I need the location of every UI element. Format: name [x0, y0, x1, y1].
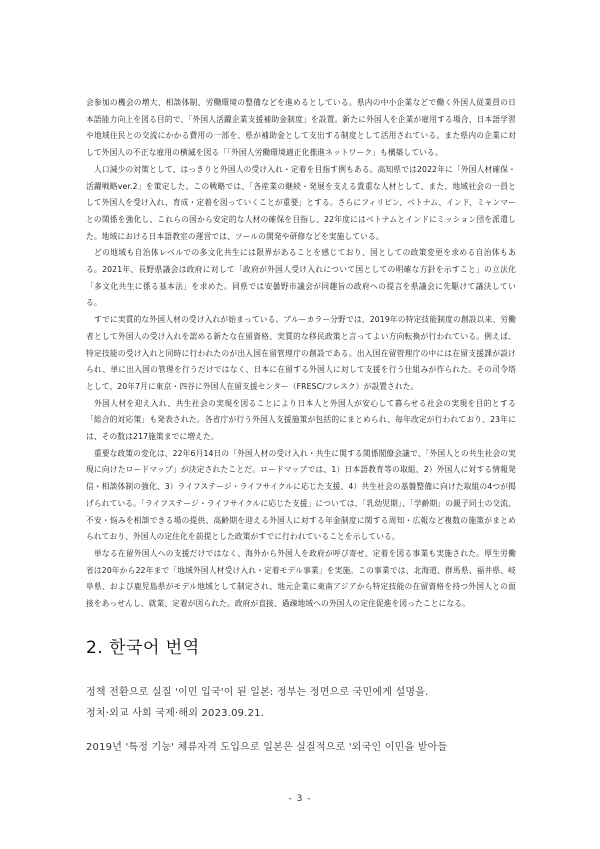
page-number: - 3 -: [288, 794, 312, 804]
paragraph-1: 会参加の機会の増大、相談体制、労働環境の整備などを進めるとしている。県内の中小企業などで働く外国人従業員の日本語能力向上を図る目的で、「外国人活躍企業支援補助金制度」を設置。新たに外国人を企業が雇用する場合、日本語学習や地域住民との交流にかかる費用の一部を、県が補助金として支出する制度として活用されている。また県内の企業に対して外国人の不正な雇用の横滅を図る「「外国人労働環境適正化推進ネットワーク」も構築している。: [86, 98, 516, 158]
paragraph-6: 重要な政策の変化は、22年6月14日の「外国人材の受け入れ・共生に関する関係閣僚会議で、「外国人との共生社会の実現に向けたロードマップ」が決定されたことだ。ロードマップでは、1）日本語教育等の取組、2）外国人に対する情報発信・相談体制の強化、3）ライフステージ・ライフサイクルに応じた支援、4）共生社会の基盤整備に向けた取組の4つが掲げられている。「ライフステージ・ライフサイクルに応じた支援」については、「乳幼児期」、「学齢期」の親子同士の交流、不安・悩みを相談できる場の提供、高齢期を迎える外国人に対する年金制度に関する周知・広報など複数の施策がまとめられており、外国人の定住化を前提とした政策がすでに行われていることを示している。: [86, 448, 516, 542]
paragraph-4: すでに実質的な外国人材の受け入れが始まっている。ブルーカラー分野では、2019年の特定技能制度の創設以来、労働者として外国人の受け入れを認める新たな在留資格、実質的な移民政策と言ってよい方向転換が行われている。例えば、特定技能の受け入れと同時に行われたのが出入国在留管理庁の創設である。出入国在留管理庁の中には在留支援課が設けられ、単に出入国の管理を行うだけではなく、日本に在留する外国人に対して支援を行う仕組みが作られた。その司令塔として、20年7月に東京・四谷に外国人在留支援センター（FRESC/フレスク）が設置された。: [86, 315, 516, 391]
section-heading: 2. 한국어 번역: [86, 638, 200, 658]
paragraph-5: 外国人材を迎え入れ、共生社会の実現を図ることにより日本人と外国人が安心して暮らせる社会の実現を目的とする「総合的対応策」も発表された。各省庁が行う外国人支援施策が包括的にまとめられ、毎年改定が行われており、23年には、その数は217施策までに増えた。: [86, 398, 516, 442]
korean-body-start: 2019년 '특정 기능' 체류자격 도입으로 일본은 실질적으로 '외국인 이민을 받아들: [86, 742, 448, 753]
korean-headline: 정책 전환으로 실질 '이민 입국'이 된 일본: 정부는 정면으로 국민에게 설명을.: [86, 687, 429, 698]
japanese-body-text: [86, 95, 516, 613]
korean-byline: 정치·외교 사회 국제·해외 2023.09.21.: [86, 708, 265, 719]
paragraph-3: どの地域も自治体レベルでの多文化共生には限界があることを感じており、国としての政策変更を求める自治体もある。2021年、長野県議会は政府に対して「政府が外国人受け入れについて国としての明確な方針を示すこと」の立法化「多文化共生に係る基本法」を求めた。同県では安曇野市議会が同趣旨の政府への提言を県議会に先駆けて議決している。: [86, 248, 516, 308]
paragraph-2: 人口減少の対策として、はっきりと外国人の受け入れ・定着を目指す例もある。高知県では2022年に「外国人材確保・活躍戦略ver.2」を策定した。この戦略では、「各産業の継続・発展を支える貴重な人材として、また、地域社会の一員として外国人を受け入れ、育成・定着を図っていくことが重要」とする。さらにフィリピン、ベトナム、インド、ミャンマーとの関係を強化し、これらの国から安定的な人材の確保を目指し、22年度にはベトナムとインドにミッション団を派遣した。地域における日本語教室の運営では、ツールの開発や研修などを実施している。: [86, 164, 516, 241]
paragraph-7: 単なる在留外国人への支援だけではなく、海外から外国人を政府が呼び寄せ、定着を図る事業も実施された。厚生労働省は20年から22年まで「地域外国人材受け入れ・定着モデル事業」を実施。この事業では、北海道、群馬県、福井県、岐阜県、および鹿児島県がモデル地域として制定され、地元企業に東南アジアから特定技能の在留資格を持つ外国人との面接をあっせんし、就業、定着が図られた。政府が直接、過疎地域への外国人の定住促進を図ったことになる。: [86, 548, 516, 609]
